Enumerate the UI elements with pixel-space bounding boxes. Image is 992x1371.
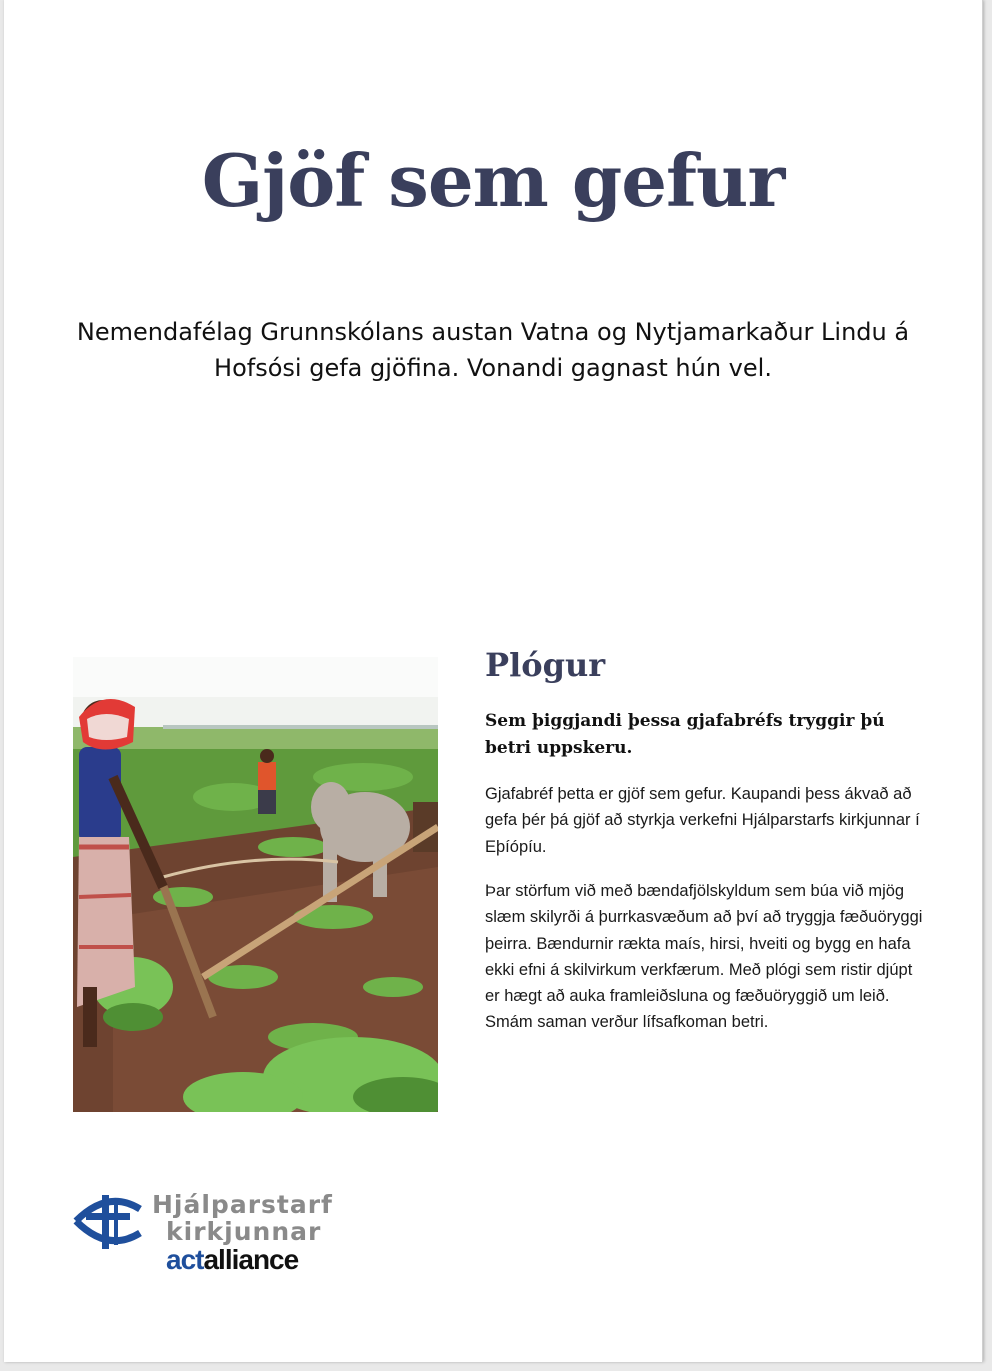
organization-logo — [72, 1183, 352, 1283]
act-wordmark-part: act — [166, 1244, 204, 1275]
act-alliance-wordmark — [166, 1245, 298, 1275]
alliance-wordmark-part: alliance — [203, 1244, 299, 1275]
farmer-plowing-photo — [73, 657, 438, 1112]
logo-name-line-1: Hjálparstarf — [152, 1190, 333, 1219]
gift-title: Plógur — [485, 646, 606, 684]
fish-cross-icon — [72, 1187, 144, 1255]
gift-lead-text: Sem þiggjandi þessa gjafabréfs tryggir þú betri uppskeru. — [485, 711, 885, 758]
gift-paragraph-2: Þar störfum við með bændafjölskyldum sem búa við mjög slæm skilyrði á þurrkasvæðum að því að tryggja fæðuöryggi þeirra. Bændurnir rækta maís, hirsi, hveiti og bygg en hafa ekki efni á skilvirkum verkfærum. Með plógi sem ristir djúpt er hægt að auka framleiðsluna og fæðuöryggið um leið. Smám saman verður lífsafkoman betri. — [485, 882, 923, 1032]
document-page — [4, 0, 983, 1362]
gift-paragraph-1: Gjafabréf þetta er gjöf sem gefur. Kaupandi þess ákvað að gefa þér þá gjöf að styrkja verkefni Hjálparstarfs kirkjunnar í Eþíópíu. — [485, 785, 920, 856]
logo-name-line-2: kirkjunnar — [166, 1217, 322, 1246]
document-title: Gjöf sem gefur — [201, 138, 785, 223]
donor-message: Nemendafélag Grunnskólans austan Vatna og Nytjamarkaður Lindu á Hofsósi gefa gjöfina. Vonandi gagnast hún vel. — [76, 318, 910, 382]
